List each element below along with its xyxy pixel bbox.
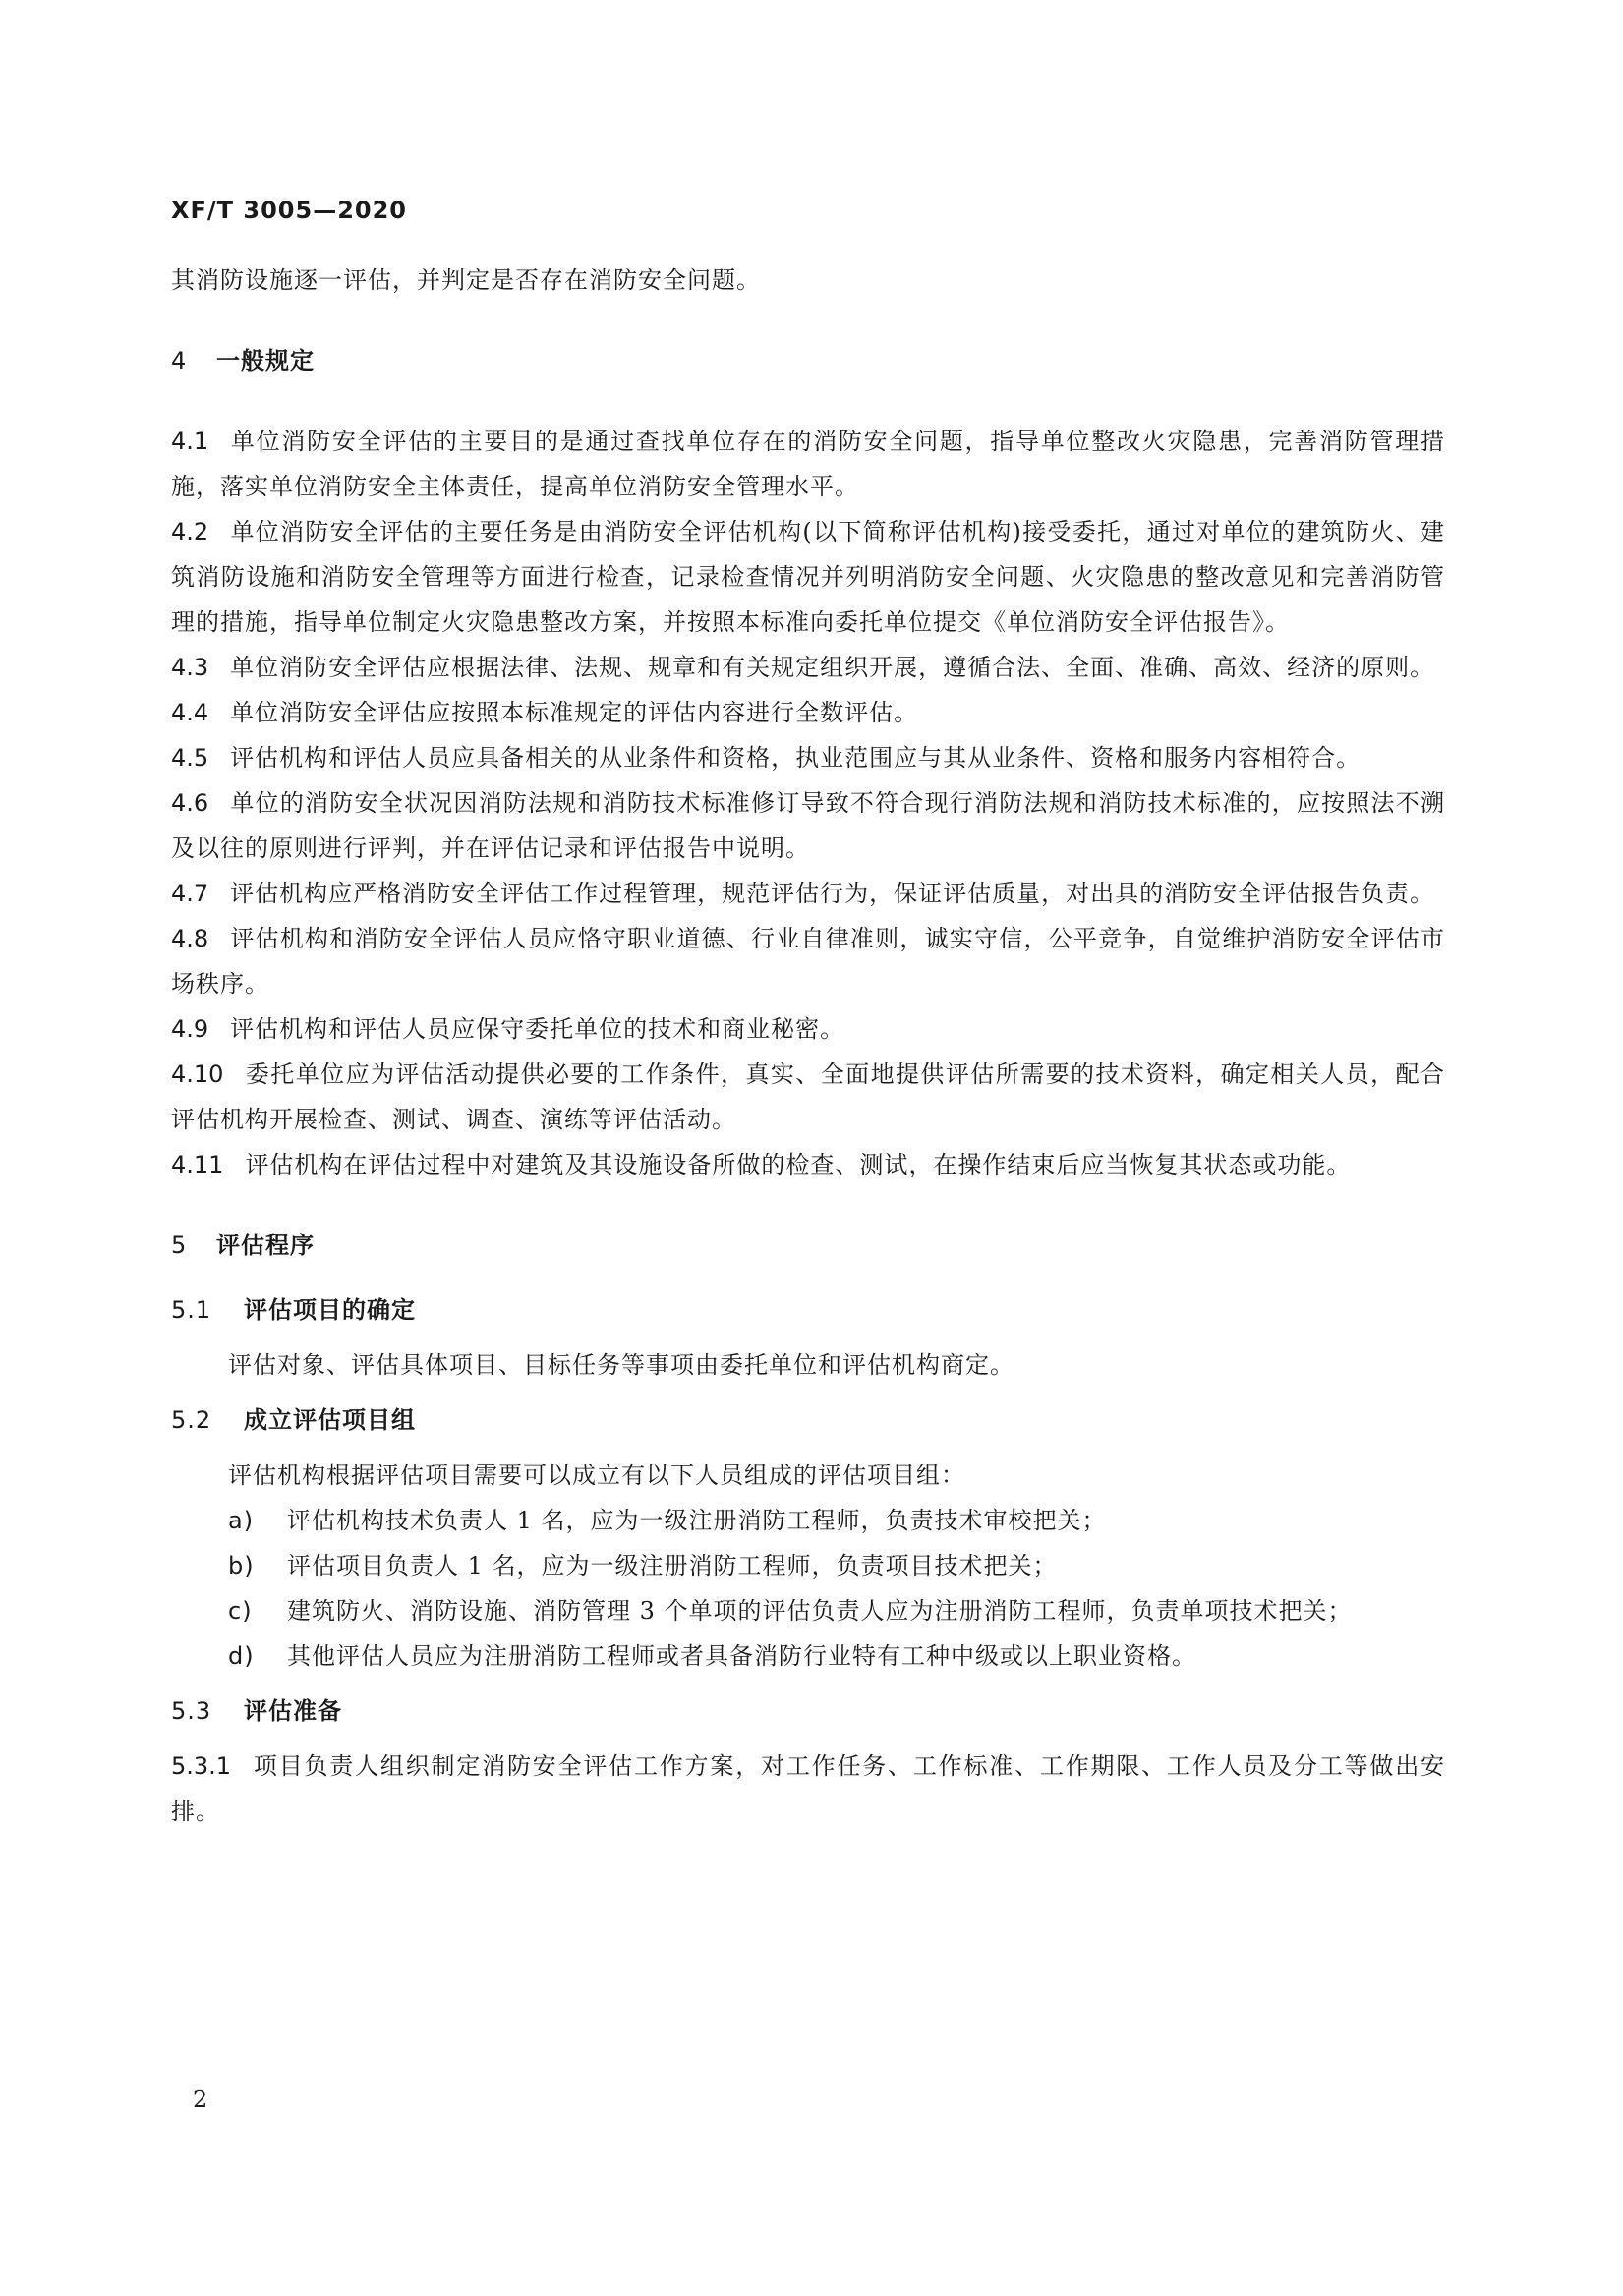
- clause-4-9: 4.9 评估机构和评估人员应保守委托单位的技术和商业秘密。: [171, 1015, 845, 1043]
- section-4-clauses: [171, 419, 1445, 1187]
- clause-4-11: 4.11 评估机构在评估过程中对建筑及其设施设备所做的检查、测试，在操作结束后应当恢复其状态或功能。: [171, 1151, 1352, 1178]
- subsection-5-2-intro: 评估机构根据评估项目需要可以成立有以下人员组成的评估项目组：: [228, 1462, 965, 1489]
- clause-4-6: 4.6 单位的消防安全状况因消防法规和消防技术标准修订导致不符合现行消防法规和消防技术标准的，应按照法不溯及以往的原则进行评判，并在评估记录和评估报告中说明。: [171, 789, 1445, 862]
- section-4-heading: [171, 338, 1445, 383]
- clause-4-1: 4.1 单位消防安全评估的主要目的是通过查找单位存在的消防安全问题，指导单位整改火灾隐患，完善消防管理措施，落实单位消防安全主体责任，提高单位消防安全管理水平。: [171, 428, 1445, 500]
- clause-4-10: 4.10 委托单位应为评估活动提供必要的工作条件，真实、全面地提供评估所需要的技术资料，确定相关人员，配合评估机构开展检查、测试、调查、演练等评估活动。: [171, 1061, 1445, 1133]
- intro-paragraph: 其消防设施逐一评估，并判定是否存在消防安全问题。: [171, 266, 761, 294]
- list-item: d) 其他评估人员应为注册消防工程师或者具备消防行业特有工种中级或以上职业资格。: [228, 1642, 1196, 1670]
- subsection-5-3-heading: 5.3 评估准备: [171, 1697, 342, 1725]
- document-body: [171, 258, 1445, 1834]
- clause-5-3-1: 5.3.1 项目负责人组织制定消防安全评估工作方案，对工作任务、工作标准、工作期限、工作人员及分工等做出安排。: [171, 1752, 1445, 1825]
- section-title: 一般规定: [216, 347, 315, 374]
- page-number: 2: [193, 2086, 208, 2113]
- list-item: a) 评估机构技术负责人 1 名，应为一级注册消防工程师，负责技术审校把关；: [228, 1507, 1107, 1534]
- section-number: 4: [171, 347, 188, 374]
- section-number: 5: [171, 1232, 188, 1259]
- team-member-list: [171, 1498, 1445, 1679]
- clause-4-8: 4.8 评估机构和消防安全评估人员应恪守职业道德、行业自律准则，诚实守信，公平竞争，自觉维护消防安全评估市场秩序。: [171, 925, 1445, 998]
- clause-4-4: 4.4 单位消防安全评估应按照本标准规定的评估内容进行全数评估。: [171, 699, 919, 726]
- clause-4-5: 4.5 评估机构和评估人员应具备相关的从业条件和资格，执业范围应与其从业条件、资格和服务内容相符合。: [171, 744, 1362, 772]
- clause-4-2: 4.2 单位消防安全评估的主要任务是由消防安全评估机构(以下简称评估机构)接受委托，通过对单位的建筑防火、建筑消防设施和消防安全管理等方面进行检查，记录检查情况并列明消防安全问题、火灾隐患的整改意见和完善消防管理的措施，指导单位制定火灾隐患整改方案，并按照本标准向委托单位提交《单位消防安全评估报告》。: [171, 518, 1445, 636]
- list-item: c) 建筑防火、消防设施、消防管理 3 个单项的评估负责人应为注册消防工程师，负责单项技术把关；: [228, 1597, 1353, 1625]
- clause-4-3: 4.3 单位消防安全评估应根据法律、法规、规章和有关规定组织开展，遵循合法、全面、准确、高效、经济的原则。: [171, 654, 1435, 681]
- document-code-header: XF/T 3005—2020: [171, 197, 407, 224]
- list-item: b) 评估项目负责人 1 名，应为一级注册消防工程师，负责项目技术把关；: [228, 1552, 1058, 1579]
- subsection-5-1-heading: 5.1 评估项目的确定: [171, 1296, 416, 1324]
- clause-4-7: 4.7 评估机构应严格消防安全评估工作过程管理，规范评估行为，保证评估质量，对出具的消防安全评估报告负责。: [171, 880, 1435, 907]
- section-5-heading: [171, 1223, 1445, 1268]
- subsection-5-2-heading: 5.2 成立评估项目组: [171, 1406, 416, 1434]
- section-title: 评估程序: [216, 1232, 315, 1259]
- subsection-5-1-text: 评估对象、评估具体项目、目标任务等事项由委托单位和评估机构商定。: [228, 1351, 1014, 1379]
